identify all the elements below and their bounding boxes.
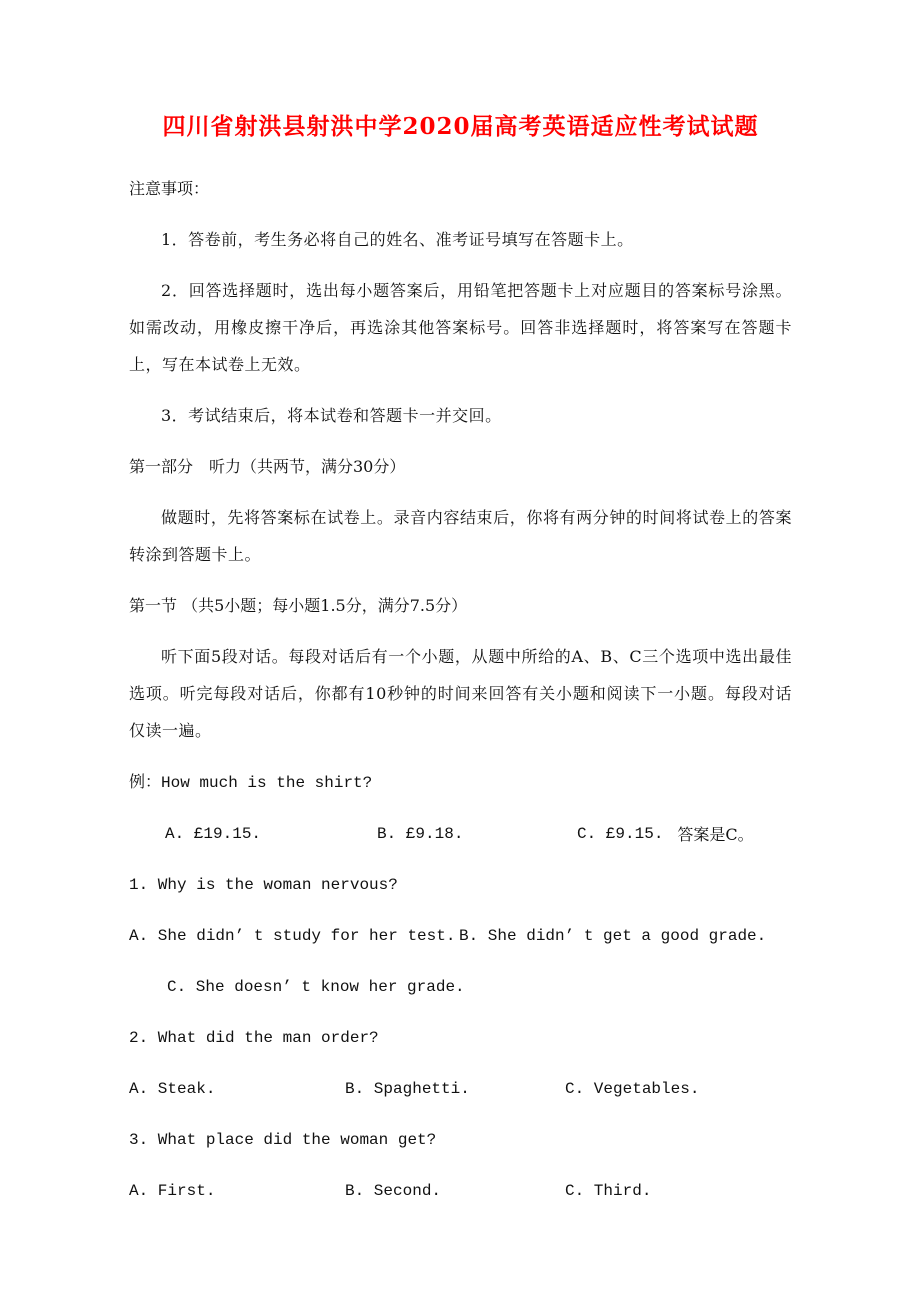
question-1-text: 1. Why is the woman nervous? (129, 876, 398, 894)
part1-heading: 第一部分 听力（共两节，满分30分） (129, 457, 406, 476)
question-2-options-row (129, 1071, 792, 1108)
question-2-option-a: A. Steak. (129, 1080, 216, 1098)
section1-heading: 第一节 （共5小题；每小题1.5分，满分7.5分） (129, 596, 468, 615)
example-label: 例： (129, 772, 162, 791)
question-1-option-c: C. She doesn’ t know her grade. (167, 978, 465, 996)
notice-item-3: 3．考试结束后，将本试卷和答题卡一并交回。 (161, 406, 502, 425)
question-2-text: 2. What did the man order? (129, 1029, 379, 1047)
notice-item-1: 1．答卷前，考生务必将自己的姓名、准考证号填写在答题卡上。 (161, 230, 634, 249)
example-option-c: C. £9.15. (577, 825, 664, 843)
question-1-option-a: A. She didn’ t study for her test. (129, 927, 456, 945)
part1-intro: 做题时，先将答案标在试卷上。录音内容结束后，你将有两分钟的时间将试卷上的答案转涂到答题卡上。 (129, 508, 792, 564)
notice-item-2: 2．回答选择题时，选出每小题答案后，用铅笔把答题卡上对应题目的答案标号涂黑。如需改动，用橡皮擦干净后，再选涂其他答案标号。回答非选择题时，将答案写在答题卡上，写在本试卷上无效。 (129, 281, 792, 374)
question-1-options-row-1 (129, 918, 792, 955)
notice-heading: 注意事项： (129, 179, 210, 198)
example-option-b: B. £9.18. (377, 825, 464, 843)
example-options-row (129, 816, 792, 853)
question-3-option-b: B. Second. (345, 1182, 442, 1200)
question-2-option-b: B. Spaghetti. (345, 1080, 470, 1098)
question-3-option-a: A. First. (129, 1182, 216, 1200)
example-prompt-text: How much is the shirt? (161, 774, 373, 792)
question-1-options-row-2 (129, 969, 792, 1006)
section1-instructions: 听下面5段对话。每段对话后有一个小题，从题中所给的A、B、C三个选项中选出最佳选项。听完每段对话后，你都有10秒钟的时间来回答有关小题和阅读下一小题。每段对话仅读一遍。 (129, 647, 792, 740)
question-3-text: 3. What place did the woman get? (129, 1131, 437, 1149)
example-option-a: A. £19.15. (165, 825, 262, 843)
question-2-option-c: C. Vegetables. (565, 1080, 700, 1098)
document-title: 四川省射洪县射洪中学2020届高考英语适应性考试试题 (162, 113, 759, 140)
example-answer-note: 答案是C。 (677, 825, 754, 844)
example-prompt (129, 763, 792, 802)
question-3-option-c: C. Third. (565, 1182, 652, 1200)
question-1-option-b: B. She didn’ t get a good grade. (459, 927, 767, 945)
question-3-options-row (129, 1173, 792, 1210)
